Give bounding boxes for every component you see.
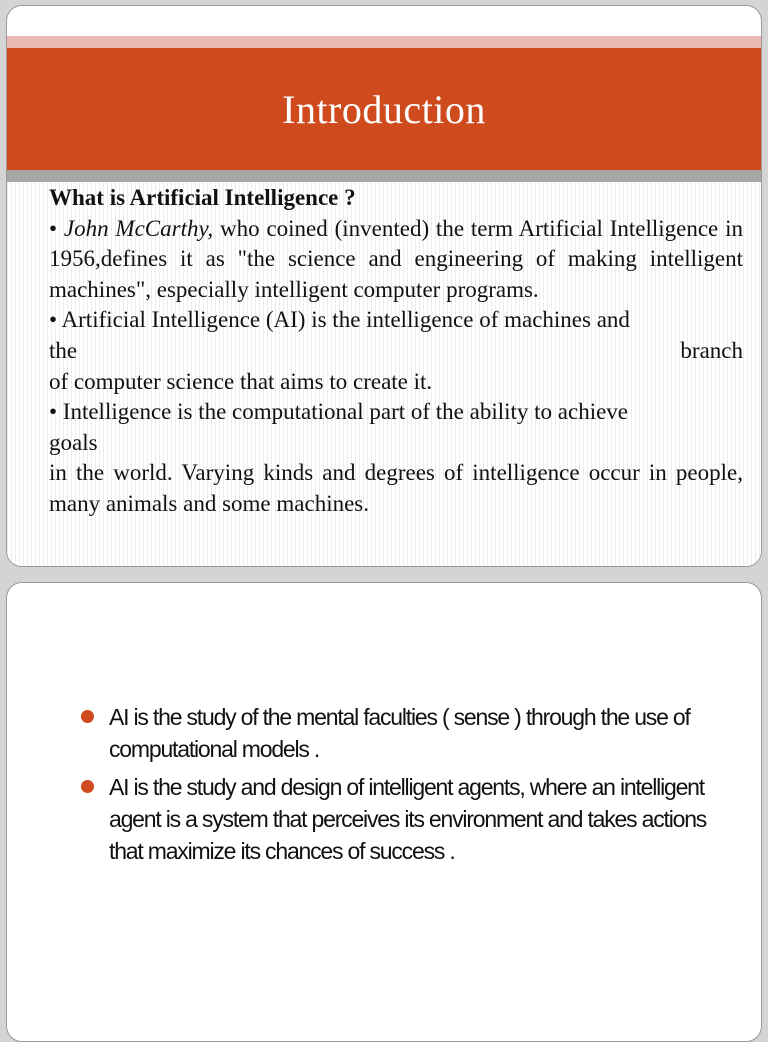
- paragraph-intelligence-line1: • Intelligence is the computational part of the ability to achieve: [49, 399, 629, 425]
- top-stripe: [7, 36, 761, 48]
- title-band: [7, 48, 761, 170]
- content-heading: What is Artificial Intelligence ?: [49, 185, 356, 210]
- paragraph-mccarthy: [49, 214, 743, 306]
- word-branch: branch: [680, 337, 743, 363]
- bullet-char: •: [49, 215, 64, 241]
- slide-ai-study: [6, 582, 762, 1042]
- slide-content: [7, 182, 761, 567]
- paragraph-ai-definition-line3: of computer science that aims to create it.: [49, 368, 433, 394]
- word-the: the: [49, 337, 78, 363]
- bullet-dot-icon: [81, 780, 94, 793]
- bullet-dot-icon: [81, 710, 94, 723]
- bullet-text: AI is the study and design of intelligent agents, where an intelligent agent is a system that perceives its environment and takes actions that maximize its chances of success .: [109, 774, 707, 864]
- bullet-text: AI is the study of the mental faculties ( sense ) through the use of computational models .: [109, 704, 690, 762]
- list-item: [81, 701, 731, 765]
- paragraph-ai-definition-line1: • Artificial Intelligence (AI) is the intelligence of machines and: [49, 307, 630, 333]
- bullet-list: [81, 701, 731, 873]
- paragraph-intelligence-rest: in the world. Varying kinds and degrees of intelligence occur in people, many animals and some machines.: [49, 460, 743, 516]
- title-band-shadow: [7, 170, 761, 182]
- text-block: [49, 183, 743, 520]
- person-name: John McCarthy,: [63, 215, 214, 241]
- paragraph-ai-definition-line2: [49, 336, 743, 367]
- slide-introduction: [6, 5, 762, 567]
- paragraph-text: who coined (invented) the term Artificial Intelligence in 1956,defines it as "the science and engineering of making intelligent machines", especially intelligent computer programs.: [49, 215, 743, 302]
- slide-title: Introduction: [282, 86, 486, 132]
- list-item: [81, 771, 731, 867]
- paragraph-intelligence-line2: goals: [49, 429, 98, 455]
